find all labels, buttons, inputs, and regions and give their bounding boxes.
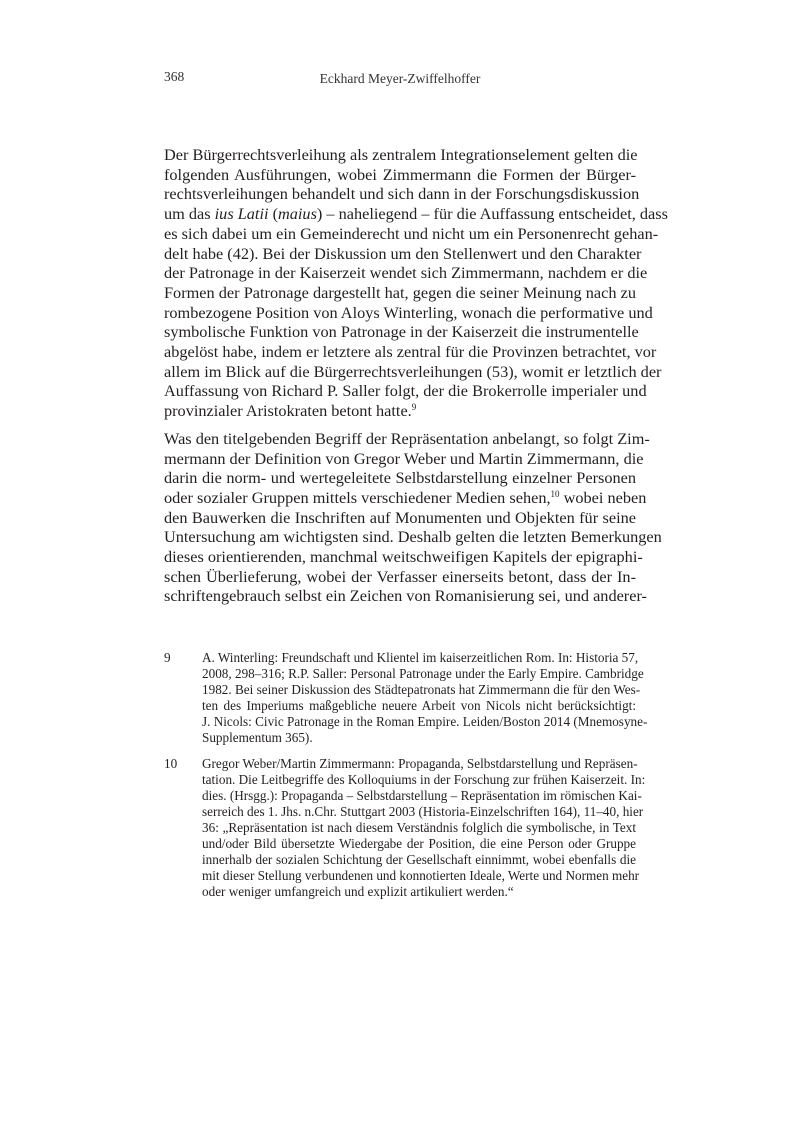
text-fragment: ) – naheliegend – für die Auffassung entscheidet, dass [316,204,668,224]
text-line: folgenden Ausführungen, wobei Zimmermann die Formen der Bürger- [164,164,636,184]
footnote-line: serreich des 1. Jhs. n.Chr. Stuttgart 2003 (Historia-Einzelschriften 164), 11–40, hier [202,803,644,819]
footnote-line: mit dieser Stellung verbundenen und konnotierten Ideale, Werte und Normen mehr [202,868,640,884]
text-line: symbolische Funktion von Patronage in der Kaiserzeit die instrumentelle [164,322,639,342]
footnote-line: dies. (Hrsgg.): Propaganda – Selbstdarstellung – Repräsentation im römischen Kai- [202,787,642,803]
footnote-line: A. Winterling: Freundschaft und Klientel im kaiserzeitlichen Rom. In: Historia 57, [202,650,639,665]
footnote-line: tation. Die Leitbegriffe des Kolloquiums in der Forschung zur frühen Kaiserzeit. In: [202,771,646,787]
footnote-line: innerhalb der sozialen Schichtung der Gesellschaft einnimmt, wobei ebenfalls die [202,852,636,868]
text-line: rombezogene Position von Aloys Winterling, wonach die performative und [164,302,653,322]
text-line: Untersuchung am wichtigsten sind. Deshalb gelten die letzten Bemerkungen [164,527,662,547]
footnote-ref-10[interactable]: 10 [550,488,560,499]
body-text [164,145,668,606]
footnote-line: Supplementum 365). [202,730,313,746]
text-line: Auffassung von Richard P. Saller folgt, der die Brokerrolle imperialer und [164,381,647,401]
text-line: schen Überlieferung, wobei der Verfasser einerseits betont, dass der In- [164,566,636,586]
text-fragment: um das [164,204,215,224]
text-fragment: provinzialer Aristokraten betont hatte. [164,401,412,421]
paragraph-1 [164,145,668,421]
text-line: es sich dabei um ein Gemeinderecht und nicht um ein Personenrecht gehan- [164,223,659,243]
footnote-line: und/oder Bild übersetzte Wiedergabe der Position, die eine Person oder Gruppe [202,836,636,852]
footnote-number: 10 [164,755,178,771]
footnote-ref-9[interactable]: 9 [411,402,417,413]
footnote-line: oder weniger umfangreich und explizit artikuliert werden.“ [202,884,514,900]
text-line: der Patronage in der Kaiserzeit wendet sich Zimmermann, nachdem er die [164,263,648,283]
text-line: Formen der Patronage dargestellt hat, gegen die seiner Meinung nach zu [164,282,636,302]
text-line [164,487,647,508]
page-number: 368 [164,69,185,84]
footnote-line: Gregor Weber/Martin Zimmermann: Propaganda, Selbstdarstellung und Repräsen- [202,755,638,771]
italic-term-maius: maius [278,204,317,224]
text-fragment: ( [268,204,278,224]
footnotes-section [164,650,648,909]
text-line: dieses orientierenden, manchmal weitschweifigen Kapitels der epigraphi- [164,547,643,567]
footnote-number: 9 [164,650,171,665]
text-line: Der Bürgerrechtsverleihung als zentralem Integrationselement gelten die [164,145,638,164]
text-line [164,204,668,224]
paragraph-2 [164,428,662,606]
footnote-line: J. Nicols: Civic Patronage in the Roman Empire. Leiden/Boston 2014 (Mnemosyne- [202,714,648,730]
text-line: abgelöst habe, indem er letztere als zentral für die Provinzen betrachtet, vor [164,342,657,362]
text-fragment: oder sozialer Gruppen mittels verschiedener Medien sehen, [164,487,551,507]
text-fragment: wobei neben [559,487,647,507]
text-line: schriftengebrauch selbst ein Zeichen von Romanisierung sei, und anderer- [164,586,647,606]
text-line: den Bauwerken die Inschriften auf Monumenten und Objekten für seine [164,507,636,527]
text-line: rechtsverleihungen behandelt und sich dann in der Forschungsdiskussion [164,184,640,204]
footnote-line: 36: „Repräsentation ist nach diesem Verständnis folglich die symbolische, in Text [202,819,636,835]
text-line: mermann der Definition von Gregor Weber und Martin Zimmermann, die [164,448,644,468]
text-line: allem im Blick auf die Bürgerrechtsverleihungen (53), womit er letztlich der [164,361,662,381]
running-title: Eckhard Meyer-Zwiffelhoffer [319,71,481,86]
text-line [164,401,636,421]
footnote-10 [164,755,646,901]
italic-term-ius-latii: ius Latii [214,204,269,224]
running-header [164,69,636,89]
footnote-line: 1982. Bei seiner Diskussion des Städtepatronats hat Zimmermann die für den Wes- [202,682,641,698]
footnote-9 [164,650,648,747]
text-line: delt habe (42). Bei der Diskussion um den Stellenwert und den Charakter [164,243,642,263]
footnote-line: 2008, 298–316; R.P. Saller: Personal Patronage under the Early Empire. Cambridge [202,666,644,682]
footnote-line: ten des Imperiums maßgebliche neuere Arbeit von Nicols nicht berücksichtigt: [202,698,636,714]
text-line: darin die norm- und wertegeleitete Selbstdarstellung einzelner Personen [164,468,636,488]
text-line: Was den titelgebenden Begriff der Repräsentation anbelangt, so folgt Zim- [164,428,650,448]
